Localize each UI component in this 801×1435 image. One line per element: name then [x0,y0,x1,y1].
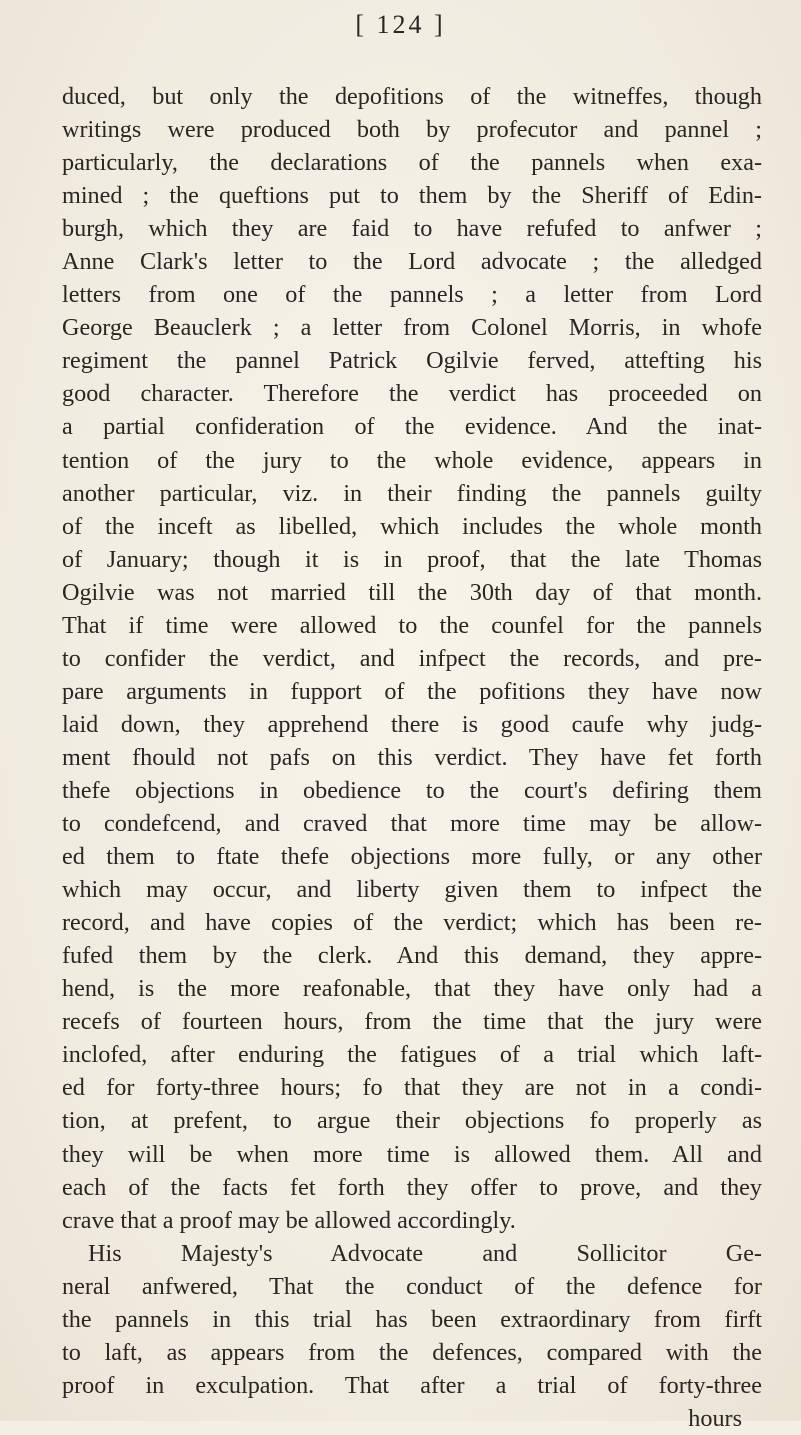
text-line: tion, at prefent, to argue their objections fo properly as [62,1107,762,1135]
text-line: a partial confideration of the evidence. And the inat- [62,413,762,441]
text-line: each of the facts fet forth they offer to prove, and they [62,1173,762,1201]
text-line: to laft, as appears from the defences, compared with the [62,1338,762,1366]
text-line: of the inceft as libelled, which includes the whole month [62,512,762,540]
text-line: letters from one of the pannels ; a letter from Lord [62,281,762,309]
text-line: they will be when more time is allowed them. All and [62,1140,762,1168]
text-line: tention of the jury to the whole evidence, appears in [62,446,762,474]
text-line: to confider the verdict, and infpect the records, and pre- [62,644,762,672]
text-line: fufed them by the clerk. And this demand, they appre- [62,942,762,970]
text-line: laid down, they apprehend there is good caufe why judg- [62,710,762,738]
text-line: neral anfwered, That the conduct of the defence for [62,1272,762,1300]
body-text [62,80,762,1435]
text-line: proof in exculpation. That after a trial of forty-three [62,1371,762,1399]
text-line: mined ; the queftions put to them by the Sheriff of Edin- [62,182,762,210]
text-line: hend, is the more reafonable, that they have only had a [62,975,762,1003]
text-line: another particular, viz. in their finding the pannels guilty [62,479,762,507]
text-line: the pannels in this trial has been extraordinary from firft [62,1305,762,1333]
text-line: recefs of fourteen hours, from the time that the jury were [62,1008,762,1036]
text-line: Anne Clark's letter to the Lord advocate ; the alledged [62,248,762,276]
text-line: inclofed, after enduring the fatigues of a trial which laft- [62,1041,762,1069]
text-line: writings were produced both by profecutor and pannel ; [62,116,762,144]
text-line: duced, but only the depofitions of the witneffes, though [62,83,762,110]
text-line: good character. Therefore the verdict has proceeded on [62,380,762,408]
text-line: pare arguments in fupport of the pofitions they have now [62,677,762,705]
text-line: ment fhould not pafs on this verdict. They have fet forth [62,743,762,771]
text-line: regiment the pannel Patrick Ogilvie ferved, attefting his [62,347,762,375]
text-line: hours [688,1404,742,1432]
text-line: thefe objections in obedience to the court's defiring them [62,776,762,804]
page-number: [ 124 ] [355,10,446,39]
text-line: George Beauclerk ; a letter from Colonel Morris, in whofe [62,314,762,342]
text-line: burgh, which they are faid to have refufed to anfwer ; [62,215,762,243]
text-line: crave that a proof may be allowed accordingly. [62,1206,516,1234]
text-line: to condefcend, and craved that more time may be allow- [62,810,762,838]
text-line: which may occur, and liberty given them to infpect the [62,876,762,904]
text-line: particularly, the declarations of the pannels when exa- [62,149,762,177]
text-line: His Majesty's Advocate and Sollicitor Ge- [88,1239,762,1267]
text-line: of January; though it is in proof, that the late Thomas [62,545,762,573]
text-line: record, and have copies of the verdict; which has been re- [62,909,762,937]
text-line: ed them to ftate thefe objections more fully, or any other [62,843,762,871]
text-line: Ogilvie was not married till the 30th day of that month. [62,578,762,606]
text-line: ed for forty-three hours; fo that they are not in a condi- [62,1074,762,1102]
text-line: That if time were allowed to the counfel for the pannels [62,611,762,639]
